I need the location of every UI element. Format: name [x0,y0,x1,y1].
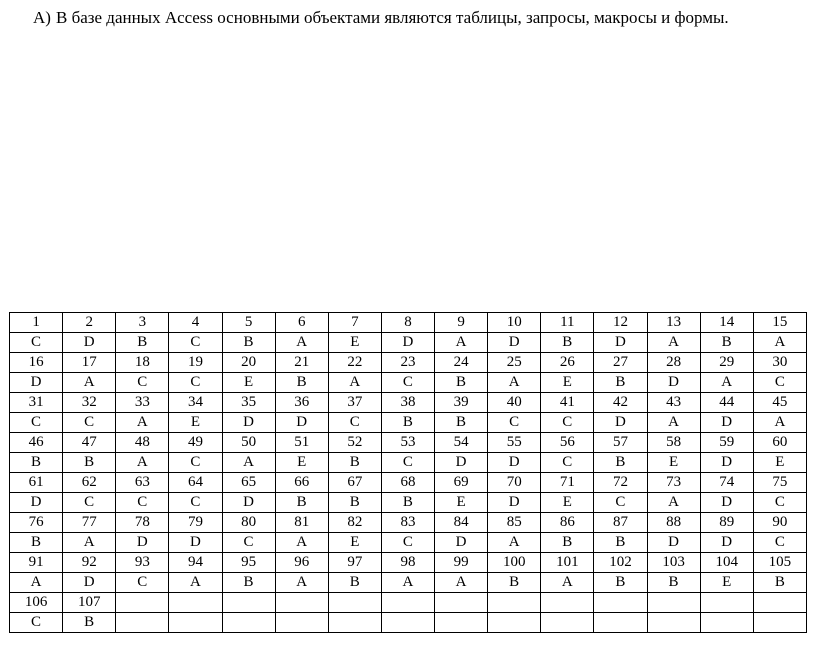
question-number-cell: 77 [63,513,116,533]
question-number-cell [435,593,488,613]
answer-letter-cell: C [328,413,381,433]
question-number-cell: 27 [594,353,647,373]
question-number-cell: 69 [435,473,488,493]
question-number-cell: 1 [10,313,63,333]
answer-letter-cell: A [222,453,275,473]
question-number-cell: 40 [488,393,541,413]
question-number-cell: 71 [541,473,594,493]
question-number-cell: 67 [328,473,381,493]
answer-letter-cell: A [116,453,169,473]
answer-letter-cell: C [116,373,169,393]
question-number-cell: 47 [63,433,116,453]
question-number-cell: 90 [753,513,806,533]
answer-letter-cell: A [169,573,222,593]
question-number-cell: 88 [647,513,700,533]
question-number-cell: 62 [63,473,116,493]
question-number-cell: 45 [753,393,806,413]
question-number-cell: 92 [63,553,116,573]
question-number-cell: 86 [541,513,594,533]
answer-letter-cell: C [381,373,434,393]
question-line [33,6,729,30]
question-number-row [10,353,807,373]
question-number-cell: 82 [328,513,381,533]
question-number-cell: 16 [10,353,63,373]
question-number-cell [381,593,434,613]
answer-letter-cell: D [435,453,488,473]
answer-letter-cell: D [594,413,647,433]
question-number-cell: 12 [594,313,647,333]
answer-letter-cell: B [435,413,488,433]
answer-letter-cell: D [381,333,434,353]
answer-letter-cell: B [116,333,169,353]
answer-letter-cell: A [753,413,806,433]
answer-letter-cell: C [753,373,806,393]
question-number-cell: 94 [169,553,222,573]
question-number-cell: 66 [275,473,328,493]
answer-letter-cell: D [10,493,63,513]
answer-letter-cell: C [169,373,222,393]
answer-letter-cell [488,613,541,633]
answer-letter-cell [594,613,647,633]
question-text: В базе данных Access основными объектами являются таблицы, запросы, макросы и формы. [56,8,729,27]
question-number-cell: 103 [647,553,700,573]
answer-letter-cell: E [328,333,381,353]
question-number-cell: 11 [541,313,594,333]
answer-letter-cell: C [222,533,275,553]
question-number-cell: 6 [275,313,328,333]
question-number-cell: 20 [222,353,275,373]
question-number-row [10,433,807,453]
answer-letter-cell [275,613,328,633]
answer-letter-cell [169,613,222,633]
answer-letter-cell: D [222,413,275,433]
answer-letter-cell: B [328,573,381,593]
answer-letter-row [10,573,807,593]
question-number-cell: 46 [10,433,63,453]
answer-letter-cell: B [10,453,63,473]
answer-letter-cell: D [700,533,753,553]
answer-letter-cell: A [116,413,169,433]
question-number-cell: 83 [381,513,434,533]
question-number-row [10,393,807,413]
question-number-cell: 4 [169,313,222,333]
question-number-cell: 106 [10,593,63,613]
question-number-cell: 56 [541,433,594,453]
answer-letter-cell: E [700,573,753,593]
question-number-cell: 75 [753,473,806,493]
answer-letter-cell: C [541,413,594,433]
answer-letter-cell: E [275,453,328,473]
answer-letter-cell: A [10,573,63,593]
question-number-cell: 87 [594,513,647,533]
question-number-cell: 35 [222,393,275,413]
answer-letter-cell: E [753,453,806,473]
question-number-cell: 73 [647,473,700,493]
question-number-cell: 30 [753,353,806,373]
answer-letter-cell: B [63,453,116,473]
question-number-cell [169,593,222,613]
question-number-cell: 7 [328,313,381,333]
question-number-cell: 89 [700,513,753,533]
answer-letter-cell: A [647,493,700,513]
question-number-row [10,313,807,333]
question-number-cell: 5 [222,313,275,333]
question-number-cell: 98 [381,553,434,573]
answer-letter-row [10,533,807,553]
question-number-cell: 26 [541,353,594,373]
question-number-cell: 100 [488,553,541,573]
answer-letter-cell: E [541,493,594,513]
answer-letter-cell: B [594,373,647,393]
answer-letter-cell [116,613,169,633]
question-number-cell: 23 [381,353,434,373]
answer-letter-cell: C [753,533,806,553]
question-number-cell: 57 [594,433,647,453]
answer-letter-cell: B [10,533,63,553]
question-number-cell: 48 [116,433,169,453]
answer-letter-cell: A [435,573,488,593]
answer-letter-cell: E [541,373,594,393]
answer-letter-row [10,413,807,433]
question-number-cell: 61 [10,473,63,493]
question-number-cell [222,593,275,613]
answer-letter-cell: A [275,533,328,553]
answer-letter-row [10,493,807,513]
answer-letter-cell: D [700,453,753,473]
answer-letter-cell: D [647,373,700,393]
answer-letter-cell: A [275,573,328,593]
answer-letter-cell: C [63,493,116,513]
question-number-cell: 9 [435,313,488,333]
question-number-cell: 84 [435,513,488,533]
question-number-cell [594,593,647,613]
answer-letter-cell: E [328,533,381,553]
answer-letter-cell: B [435,373,488,393]
answer-letter-cell [541,613,594,633]
answer-letter-cell: A [381,573,434,593]
answer-letter-cell: B [222,333,275,353]
answer-letter-cell: A [541,573,594,593]
question-number-cell: 79 [169,513,222,533]
question-number-cell [753,593,806,613]
question-number-cell: 104 [700,553,753,573]
answer-letter-cell [328,613,381,633]
answer-letter-cell: D [63,333,116,353]
answer-letter-cell: C [10,333,63,353]
answer-letter-cell: B [275,373,328,393]
question-number-cell: 59 [700,433,753,453]
answer-letter-cell: C [169,493,222,513]
question-number-cell: 8 [381,313,434,333]
answer-letter-cell [647,613,700,633]
answer-key-table [9,312,807,633]
answer-letter-cell: B [275,493,328,513]
question-number-row [10,513,807,533]
answer-letter-cell: D [275,413,328,433]
question-number-cell: 19 [169,353,222,373]
question-number-cell [488,593,541,613]
question-number-cell: 36 [275,393,328,413]
answer-letter-cell [381,613,434,633]
answer-letter-cell: C [169,453,222,473]
answer-letter-cell: B [594,453,647,473]
question-number-cell: 55 [488,433,541,453]
question-number-cell: 25 [488,353,541,373]
question-number-cell: 13 [647,313,700,333]
question-number-cell: 63 [116,473,169,493]
question-number-cell: 43 [647,393,700,413]
answer-letter-cell [700,613,753,633]
question-number-cell: 74 [700,473,753,493]
question-number-cell: 58 [647,433,700,453]
question-number-cell: 97 [328,553,381,573]
question-number-cell: 54 [435,433,488,453]
answer-letter-cell: B [594,533,647,553]
question-number-cell: 21 [275,353,328,373]
answer-letter-cell: C [594,493,647,513]
answer-letter-row [10,333,807,353]
answer-letter-row [10,373,807,393]
answer-letter-cell: A [647,413,700,433]
answer-letter-cell [222,613,275,633]
question-number-cell: 96 [275,553,328,573]
question-number-row [10,473,807,493]
question-number-cell: 65 [222,473,275,493]
question-number-cell: 91 [10,553,63,573]
answer-letter-cell: E [647,453,700,473]
question-number-cell: 37 [328,393,381,413]
answer-letter-cell: D [435,533,488,553]
question-number-cell: 38 [381,393,434,413]
answer-letter-cell: D [488,493,541,513]
question-number-cell: 50 [222,433,275,453]
question-number-cell: 49 [169,433,222,453]
question-number-cell: 32 [63,393,116,413]
question-number-cell: 29 [700,353,753,373]
question-number-cell: 42 [594,393,647,413]
question-number-cell: 2 [63,313,116,333]
answer-letter-cell: D [10,373,63,393]
answer-letter-cell: A [275,333,328,353]
answer-letter-cell: C [10,613,63,633]
answer-letter-cell: A [63,533,116,553]
answer-letter-cell: D [488,333,541,353]
question-number-cell: 53 [381,433,434,453]
question-number-cell: 15 [753,313,806,333]
answer-letter-cell: B [328,453,381,473]
question-number-cell: 60 [753,433,806,453]
answer-letter-cell: A [328,373,381,393]
answer-letter-cell: D [647,533,700,553]
question-number-cell: 3 [116,313,169,333]
answer-letter-cell: E [169,413,222,433]
answer-letter-cell: D [700,493,753,513]
answer-letter-cell: C [10,413,63,433]
question-number-cell [541,593,594,613]
answer-letter-cell: D [594,333,647,353]
answer-letter-cell: B [541,533,594,553]
answer-letter-cell: B [328,493,381,513]
question-number-cell: 24 [435,353,488,373]
answer-letter-cell: D [169,533,222,553]
question-number-cell [700,593,753,613]
question-number-cell: 28 [647,353,700,373]
question-number-cell: 44 [700,393,753,413]
question-number-cell: 102 [594,553,647,573]
answer-letter-cell: A [700,373,753,393]
answer-table-body [10,313,807,633]
question-marker: A) [33,8,51,27]
answer-letter-row [10,453,807,473]
question-number-cell: 101 [541,553,594,573]
answer-letter-cell: E [435,493,488,513]
answer-letter-cell: D [63,573,116,593]
answer-letter-cell: D [222,493,275,513]
answer-letter-cell: A [488,533,541,553]
answer-letter-cell: C [488,413,541,433]
question-number-cell: 78 [116,513,169,533]
question-number-cell: 76 [10,513,63,533]
answer-letter-cell: B [753,573,806,593]
answer-letter-cell: B [488,573,541,593]
question-number-row [10,553,807,573]
question-number-cell: 52 [328,433,381,453]
answer-letter-cell: B [647,573,700,593]
answer-letter-cell [753,613,806,633]
answer-letter-cell: B [594,573,647,593]
question-number-cell: 64 [169,473,222,493]
question-number-cell: 93 [116,553,169,573]
answer-letter-cell: C [63,413,116,433]
question-number-cell: 81 [275,513,328,533]
answer-letter-cell: A [488,373,541,393]
question-number-cell: 80 [222,513,275,533]
question-number-cell: 17 [63,353,116,373]
question-number-cell: 14 [700,313,753,333]
question-number-cell: 105 [753,553,806,573]
question-number-cell: 31 [10,393,63,413]
question-number-cell: 68 [381,473,434,493]
answer-letter-cell: B [541,333,594,353]
answer-letter-cell: B [63,613,116,633]
question-number-cell: 85 [488,513,541,533]
question-number-cell: 107 [63,593,116,613]
question-number-cell: 99 [435,553,488,573]
answer-letter-cell: B [381,413,434,433]
question-number-cell: 95 [222,553,275,573]
question-number-cell: 33 [116,393,169,413]
answer-letter-cell: A [647,333,700,353]
question-number-cell: 51 [275,433,328,453]
answer-letter-cell: A [435,333,488,353]
question-number-cell: 72 [594,473,647,493]
answer-letter-cell [435,613,488,633]
answer-letter-cell: B [700,333,753,353]
question-number-cell: 10 [488,313,541,333]
question-number-cell: 18 [116,353,169,373]
answer-letter-row [10,613,807,633]
question-number-cell: 39 [435,393,488,413]
answer-letter-cell: C [169,333,222,353]
question-number-row [10,593,807,613]
answer-letter-cell: D [488,453,541,473]
answer-letter-cell: B [381,493,434,513]
answer-letter-cell: D [116,533,169,553]
answer-letter-cell: C [116,573,169,593]
answer-letter-cell: E [222,373,275,393]
answer-letter-cell: C [753,493,806,513]
question-number-cell: 70 [488,473,541,493]
answer-letter-cell: C [381,453,434,473]
question-number-cell: 34 [169,393,222,413]
question-number-cell: 41 [541,393,594,413]
answer-letter-cell: A [753,333,806,353]
answer-letter-cell: D [700,413,753,433]
question-number-cell [647,593,700,613]
answer-letter-cell: C [541,453,594,473]
answer-letter-cell: C [116,493,169,513]
question-number-cell [275,593,328,613]
question-number-cell: 22 [328,353,381,373]
answer-letter-cell: A [63,373,116,393]
question-number-cell [328,593,381,613]
answer-letter-cell: C [381,533,434,553]
question-number-cell [116,593,169,613]
answer-letter-cell: B [222,573,275,593]
